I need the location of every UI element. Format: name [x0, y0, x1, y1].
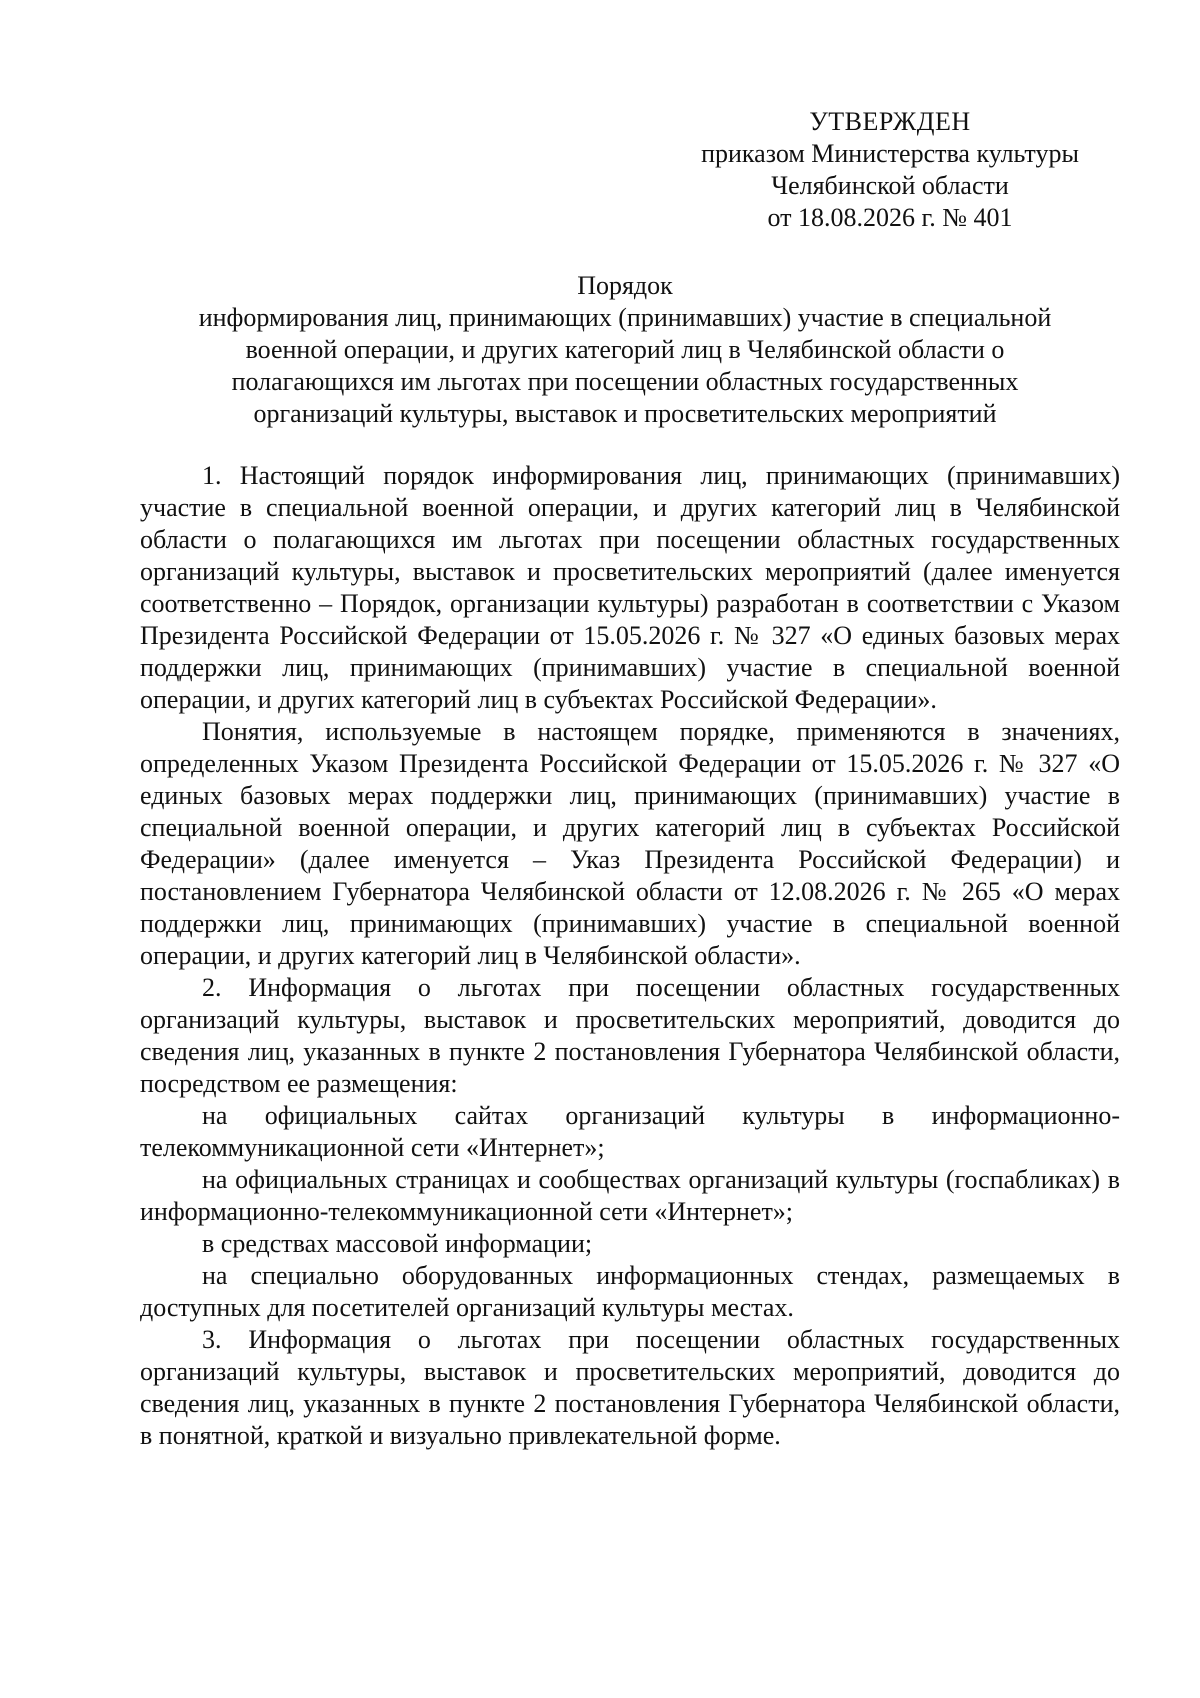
paragraph-1: 1. Настоящий порядок информирования лиц, принимающих (принимавших) участие в специальной военной операции, и других категорий лиц в Челябинской области о полагающихся им льготах при посещении областных государственных организаций культуры, выставок и просветительских мероприятий (далее именуется соответственно – Порядок, организации культуры) разработан в соответствии с Указом Президента Российской Федерации от 15.05.2026 г. № 327 «О единых базовых мерах поддержки лиц, принимающих (принимавших) участие в специальной военной операции, и других категорий лиц в субъектах Российской Федерации». [140, 461, 1120, 714]
title-line-4: организаций культуры, выставок и просветительских мероприятий [253, 399, 997, 428]
list-item-info-stands: на специально оборудованных информационных стендах, размещаемых в доступных для посетителей организаций культуры местах. [140, 1261, 1120, 1322]
paragraph-definitions: Понятия, используемые в настоящем порядке, применяются в значениях, определенных Указом Президента Российской Федерации от 15.05.2026 г. № 327 «О единых базовых мерах поддержки лиц, принимающих (принимавших) участие в специальной военной операции, и других категорий лиц в субъектах Российской Федерации» (далее именуется – Указ Президента Российской Федерации) и постановлением Губернатора Челябинской области от 12.08.2026 г. № 265 «О мерах поддержки лиц, принимающих (принимавших) участие в специальной военной операции, и других категорий лиц в Челябинской области». [140, 717, 1120, 970]
approval-line-2: Челябинской области [771, 171, 1009, 200]
title-line-2: военной операции, и других категорий лиц в Челябинской области о [245, 335, 1005, 364]
approval-line-1: приказом Министерства культуры [701, 139, 1079, 168]
paragraph-2: 2. Информация о льготах при посещении областных государственных организаций культуры, выставок и просветительских мероприятий, доводится до сведения лиц, указанных в пункте 2 постановления Губернатора Челябинской области, посредством ее размещения: [140, 973, 1120, 1098]
document-title [130, 270, 1120, 430]
list-item-websites: на официальных сайтах организаций культуры в информационно-телекоммуникационной сети «Интернет»; [140, 1101, 1120, 1162]
approval-stamp-block [640, 106, 1140, 234]
title-line-3: полагающихся им льготах при посещении областных государственных [231, 367, 1019, 396]
title-line-1: информирования лиц, принимающих (принимавших) участие в специальной [198, 303, 1052, 332]
approval-line-3: от 18.08.2026 г. № 401 [767, 203, 1013, 232]
title-heading: Порядок [577, 271, 673, 300]
paragraph-3: 3. Информация о льготах при посещении областных государственных организаций культуры, выставок и просветительских мероприятий, доводится до сведения лиц, указанных в пункте 2 постановления Губернатора Челябинской области, в понятной, краткой и визуально привлекательной форме. [140, 1325, 1120, 1450]
list-item-social-pages: на официальных страницах и сообществах организаций культуры (госпабликах) в информационно-телекоммуникационной сети «Интернет»; [140, 1165, 1120, 1226]
approval-heading: УТВЕРЖДЕН [809, 107, 971, 136]
document-body [140, 460, 1120, 1452]
list-item-mass-media: в средствах массовой информации; [202, 1229, 593, 1258]
